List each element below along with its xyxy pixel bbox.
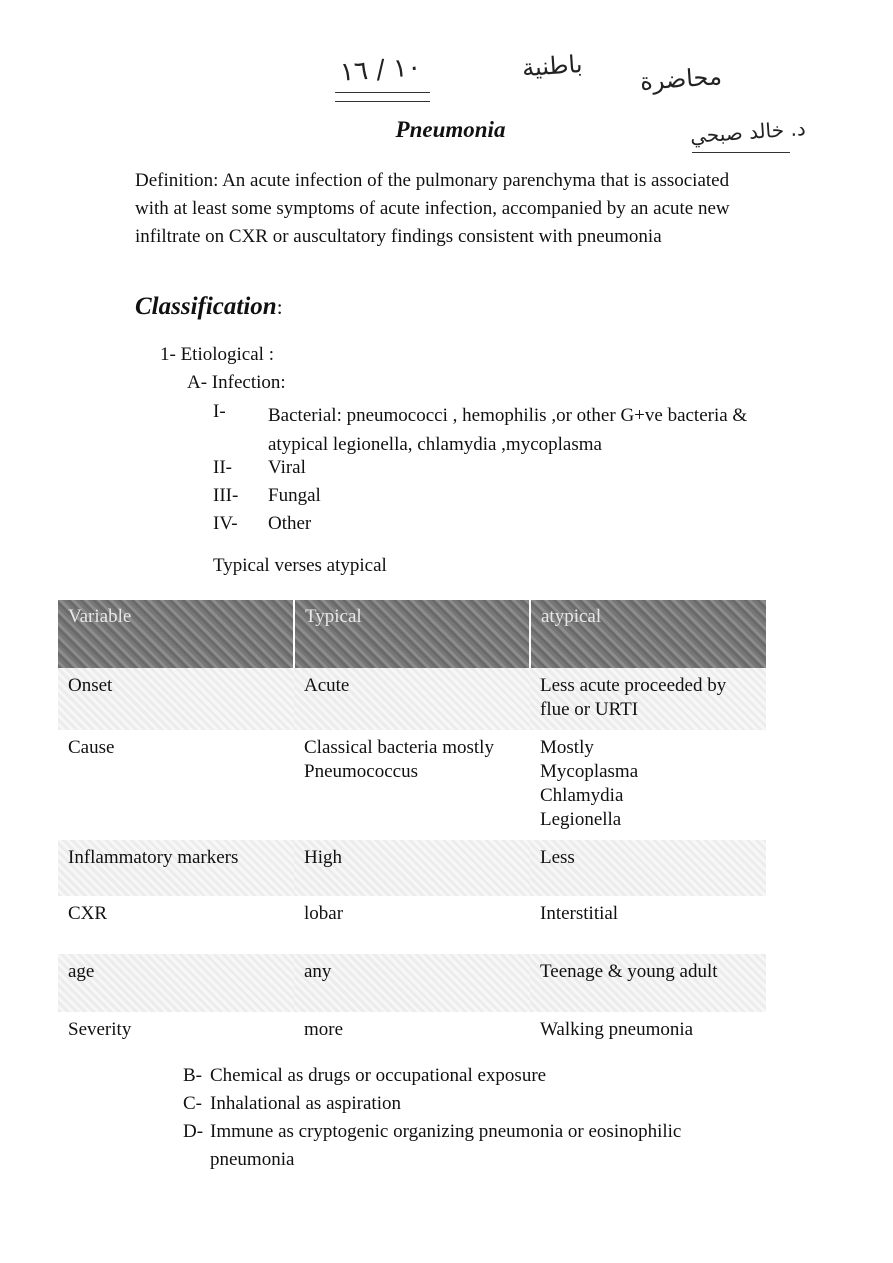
table-row — [58, 896, 766, 954]
table-row — [58, 668, 766, 730]
list-item-text: Viral — [268, 457, 306, 478]
table-cell: Teenage & young adult — [530, 954, 766, 1012]
list-item-text: Bacterial: pneumococci , hemophilis ,or other G+ve bacteria & atypical legionella, chlamydia ,mycoplasma — [268, 405, 748, 455]
table-row — [58, 1012, 766, 1064]
roman-numeral: III- — [213, 485, 239, 506]
other-causes-list — [183, 1062, 750, 1174]
table-cell: any — [294, 954, 530, 1012]
classification-heading-text: Classification — [135, 293, 277, 320]
infection-types-list — [0, 400, 893, 540]
table-cell: Interstitial — [540, 903, 619, 924]
infection-item: A- Infection: — [187, 372, 286, 393]
roman-numeral: IV- — [213, 513, 238, 534]
table-header-cell: atypical — [530, 600, 766, 668]
table-cell: Acute — [294, 668, 530, 730]
table-cell: Severity — [68, 1019, 132, 1040]
definition-paragraph: Definition: An acute infection of the pulmonary parenchyma that is associated with at least some symptoms of acute infection, accompanied by an acute new infiltrate on CXR or auscultatory findings consistent with pneumonia — [135, 170, 730, 247]
list-item-text: Immune as cryptogenic organizing pneumonia or eosinophilic pneumonia — [210, 1121, 682, 1170]
handwritten-date: ١٠ / ١٦ — [339, 52, 423, 88]
table-cell: Less — [530, 840, 766, 896]
typical-vs-atypical-label: Typical verses atypical — [213, 555, 387, 576]
list-item — [0, 456, 893, 484]
list-item-text: Inhalational as aspiration — [210, 1093, 401, 1114]
etiological-item: 1- Etiological : — [160, 344, 274, 365]
table-cell: Onset — [58, 668, 294, 730]
roman-numeral: II- — [213, 457, 232, 478]
list-item-text: Other — [268, 513, 312, 534]
handwritten-note-1: باطنية — [521, 49, 584, 83]
list-item-text: Chemical as drugs or occupational exposure — [210, 1065, 547, 1086]
handwritten-note-2: محاضرة — [639, 62, 723, 96]
table-cell: High — [294, 840, 530, 896]
table-cell: Inflammatory markers — [58, 840, 294, 896]
table-header-cell: Typical — [294, 600, 530, 668]
classification-colon: : — [276, 295, 283, 319]
list-letter: D- — [183, 1121, 204, 1142]
typical-atypical-table — [58, 600, 766, 1064]
list-item — [0, 400, 893, 456]
table-cell: Cause — [68, 737, 115, 758]
table-row — [58, 840, 766, 896]
table-header-row — [58, 600, 766, 668]
handwritten-note-3: د. خالد صبحي — [689, 115, 807, 149]
table-cell: lobar — [304, 903, 344, 924]
table-cell: Mostly Mycoplasma Chlamydia Legionella — [540, 737, 639, 830]
table-cell: age — [58, 954, 294, 1012]
list-item — [0, 484, 893, 512]
list-item — [183, 1090, 750, 1118]
table-cell: Walking pneumonia — [540, 1019, 694, 1040]
list-item-text: Fungal — [268, 485, 321, 506]
list-letter: B- — [183, 1065, 202, 1086]
table-row — [58, 954, 766, 1012]
table-row — [58, 730, 766, 840]
table-cell: more — [304, 1019, 344, 1040]
roman-numeral: I- — [213, 401, 226, 422]
list-letter: C- — [183, 1093, 202, 1114]
date-underline — [335, 92, 430, 102]
page-title: Pneumonia — [395, 117, 506, 142]
list-item — [0, 512, 893, 540]
table-cell: Classical bacteria mostly Pneumococcus — [304, 737, 494, 782]
note-underline — [692, 152, 790, 153]
classification-heading — [135, 293, 283, 321]
list-item — [183, 1118, 750, 1174]
table-header-cell: Variable — [58, 600, 294, 668]
table-cell: CXR — [68, 903, 108, 924]
list-item — [183, 1062, 750, 1090]
table-cell: Less acute proceeded by flue or URTI — [530, 668, 766, 730]
